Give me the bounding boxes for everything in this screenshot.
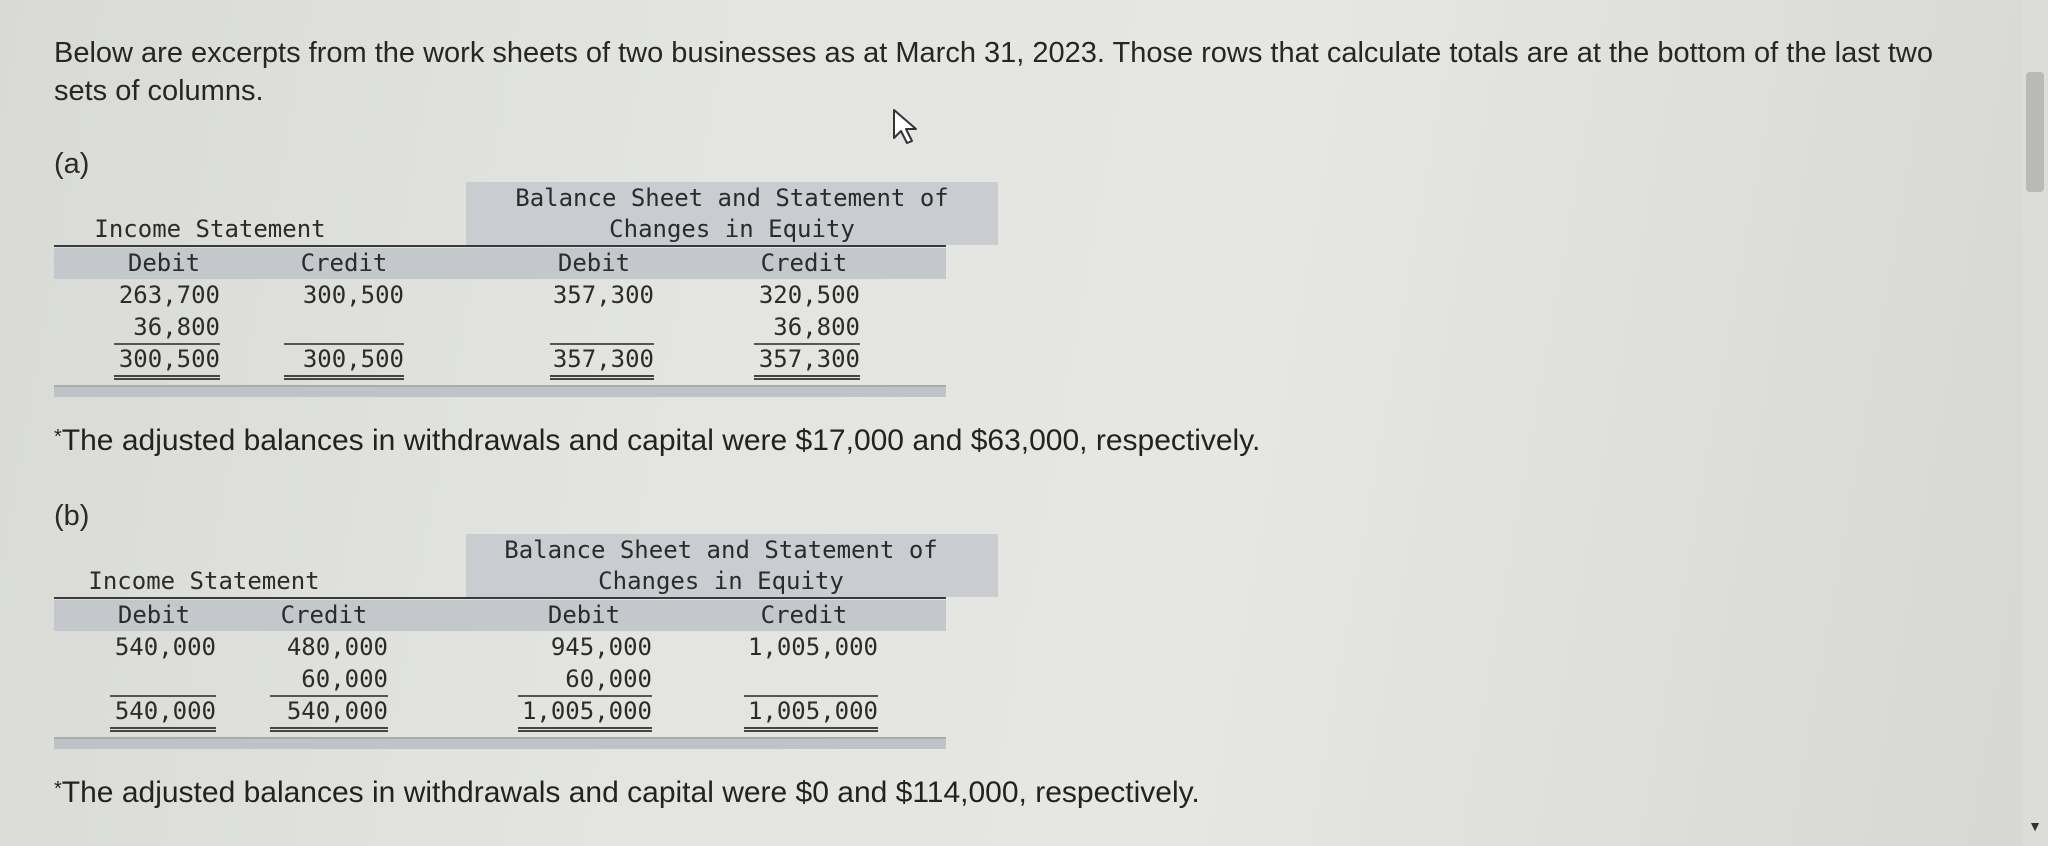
cell <box>550 311 654 345</box>
total-cell: 1,005,000 <box>744 695 878 732</box>
total-cell: 357,300 <box>550 343 654 380</box>
part-a-label: (a) <box>54 148 90 180</box>
col-header-credit: Credit <box>300 249 388 277</box>
part-b-label: (b) <box>54 500 90 532</box>
income-statement-header: Income Statement <box>94 215 326 243</box>
table-row <box>54 663 946 695</box>
total-cell: 1,005,000 <box>518 695 652 732</box>
worksheet-b <box>54 534 946 749</box>
cell: 60,000 <box>270 663 388 697</box>
col-header-credit: Credit <box>760 601 848 629</box>
cell: 320,500 <box>758 281 860 309</box>
part-b-note-text: The adjusted balances in withdrawals and capital were $0 and $114,000, respectively. <box>61 776 1200 809</box>
part-b-note <box>54 776 1200 810</box>
cell: 300,500 <box>302 281 404 309</box>
worksheet-b-group-headers <box>54 534 946 600</box>
table-row <box>54 631 946 663</box>
total-cell: 300,500 <box>284 343 404 380</box>
table-row <box>54 311 946 343</box>
col-header-credit: Credit <box>760 249 848 277</box>
cell: 1,005,000 <box>747 633 878 661</box>
scroll-down-arrow-icon[interactable]: ▼ <box>2028 818 2042 834</box>
mouse-pointer-icon <box>890 108 924 146</box>
col-header-debit: Debit <box>127 249 201 277</box>
worksheet-a-footer-bar <box>54 385 946 397</box>
scrollbar-thumb[interactable] <box>2026 72 2044 192</box>
note-asterisk: * <box>54 778 62 800</box>
cell: 540,000 <box>114 633 216 661</box>
part-a-note-text: The adjusted balances in withdrawals and capital were $17,000 and $63,000, respectively. <box>61 424 1261 457</box>
total-cell: 540,000 <box>270 695 388 732</box>
cell: 480,000 <box>286 633 388 661</box>
cell: 945,000 <box>550 633 652 661</box>
cell <box>284 311 404 345</box>
note-asterisk: * <box>54 426 62 448</box>
balance-sheet-header: Balance Sheet and Statement of Changes in Equity <box>504 536 938 595</box>
col-header-debit: Debit <box>547 601 621 629</box>
cell: 36,800 <box>754 311 860 345</box>
worksheet-b-column-headers <box>54 600 946 631</box>
intro-text: Below are excerpts from the work sheets of two businesses as at March 31, 2023. Those rows that calculate totals are at the bottom of the last two sets of columns. <box>54 37 1933 107</box>
cell: 60,000 <box>518 663 652 697</box>
col-header-debit: Debit <box>557 249 631 277</box>
balance-sheet-header: Balance Sheet and Statement of Changes in Equity <box>515 184 949 243</box>
col-header-credit: Credit <box>280 601 368 629</box>
income-statement-header: Income Statement <box>88 567 320 595</box>
table-row-total <box>54 343 946 375</box>
table-row-total <box>54 695 946 727</box>
total-cell: 540,000 <box>110 695 216 732</box>
cell <box>744 663 878 697</box>
col-header-debit: Debit <box>117 601 191 629</box>
table-row <box>54 279 946 311</box>
cell <box>110 663 216 697</box>
cell: 36,800 <box>114 311 220 345</box>
total-cell: 357,300 <box>754 343 860 380</box>
worksheet-b-footer-bar <box>54 737 946 749</box>
worksheet-a <box>54 182 949 397</box>
total-cell: 300,500 <box>114 343 220 380</box>
vertical-scrollbar[interactable] <box>2022 0 2048 846</box>
worksheet-a-column-headers <box>54 248 946 279</box>
cell: 357,300 <box>552 281 654 309</box>
part-a-note <box>54 424 1260 458</box>
cell: 263,700 <box>118 281 220 309</box>
worksheet-a-group-headers <box>54 182 949 248</box>
